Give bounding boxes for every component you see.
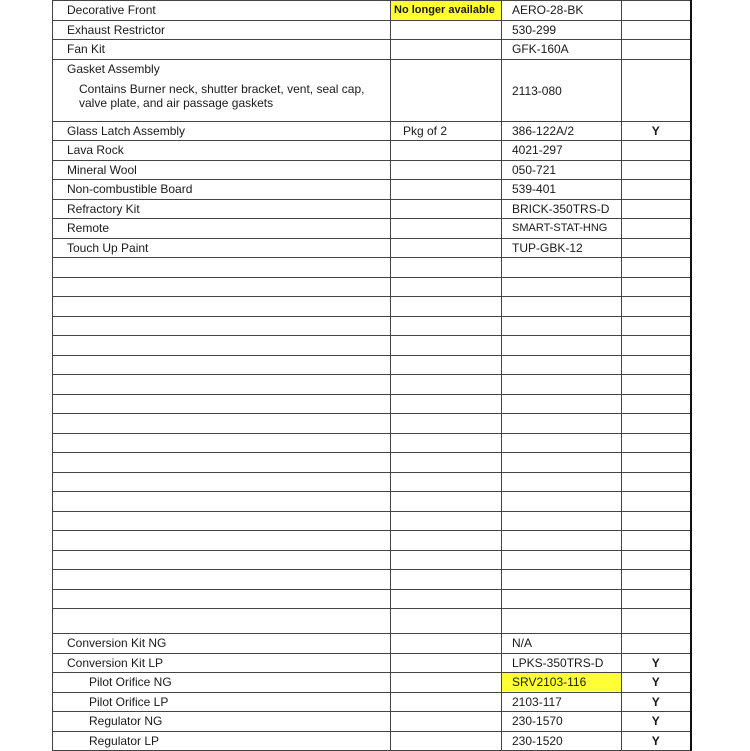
in-stock-flag [622,199,691,219]
empty-cell [53,472,391,492]
part-number: 539-401 [502,180,622,200]
empty-cell [622,355,691,375]
quantity-cell [391,160,502,180]
empty-cell [502,433,622,453]
empty-cell [53,531,391,551]
quantity-cell [391,238,502,258]
part-number: AERO-28-BK [502,1,622,21]
part-number: 2113-080 [502,59,622,121]
table-row [53,160,691,180]
table-row [53,59,691,121]
part-description: Conversion Kit NG [53,634,391,654]
empty-cell [391,550,502,570]
empty-row [53,570,691,590]
in-stock-flag [622,238,691,258]
empty-cell [53,375,391,395]
part-number: 230-1570 [502,712,622,732]
quantity-cell [391,20,502,40]
empty-cell [53,453,391,473]
part-number: 4021-297 [502,141,622,161]
empty-cell [53,550,391,570]
part-description: Pilot Orifice NG [53,673,391,693]
table-row [53,1,691,21]
part-description: Lava Rock [53,141,391,161]
in-stock-flag [622,40,691,60]
empty-cell [502,277,622,297]
table-row [53,141,691,161]
quantity-cell [391,712,502,732]
empty-cell [391,433,502,453]
in-stock-flag: Y [622,121,691,141]
empty-cell [391,570,502,590]
part-number: GFK-160A [502,40,622,60]
parts-table-body [53,1,691,751]
empty-cell [53,433,391,453]
empty-cell [502,453,622,473]
empty-cell [502,511,622,531]
in-stock-flag [622,20,691,40]
part-description: Fan Kit [53,40,391,60]
in-stock-flag: Y [622,653,691,673]
quantity-cell: Pkg of 2 [391,121,502,141]
empty-cell [391,472,502,492]
quantity-cell [391,692,502,712]
part-description: Pilot Orifice LP [53,692,391,712]
empty-cell [622,511,691,531]
empty-cell [391,258,502,278]
empty-row [53,453,691,473]
quantity-cell [391,199,502,219]
empty-row [53,316,691,336]
in-stock-flag [622,1,691,21]
part-number: BRICK-350TRS-D [502,199,622,219]
empty-cell [622,531,691,551]
part-number: N/A [502,634,622,654]
part-number [502,673,622,693]
empty-row [53,433,691,453]
table-row [53,199,691,219]
unavailable-badge: No longer available [391,1,501,20]
part-description: Regulator NG [53,712,391,732]
empty-cell [391,492,502,512]
table-row [53,180,691,200]
empty-cell [391,511,502,531]
part-description: Non-combustible Board [53,180,391,200]
in-stock-flag [622,141,691,161]
empty-cell [622,277,691,297]
quantity-cell [391,180,502,200]
part-number: LPKS-350TRS-D [502,653,622,673]
empty-cell [391,355,502,375]
in-stock-flag [622,180,691,200]
table-row [53,634,691,654]
empty-cell [622,550,691,570]
empty-cell [502,414,622,434]
empty-row [53,531,691,551]
table-row [53,692,691,712]
part-number: 386-122A/2 [502,121,622,141]
empty-row [53,375,691,395]
empty-row [53,258,691,278]
part-description: Glass Latch Assembly [53,121,391,141]
empty-cell [53,609,391,634]
empty-cell [502,336,622,356]
part-description [53,59,391,121]
empty-cell [502,550,622,570]
part-description: Regulator LP [53,731,391,751]
empty-cell [53,316,391,336]
empty-cell [622,375,691,395]
empty-cell [391,316,502,336]
in-stock-flag: Y [622,712,691,732]
empty-cell [53,570,391,590]
empty-cell [53,277,391,297]
table-row [53,219,691,239]
part-description: Refractory Kit [53,199,391,219]
table-row [53,20,691,40]
empty-cell [622,609,691,634]
empty-cell [53,414,391,434]
in-stock-flag [622,634,691,654]
empty-cell [53,297,391,317]
part-number: 230-1520 [502,731,622,751]
empty-cell [502,355,622,375]
in-stock-flag: Y [622,673,691,693]
empty-row [53,492,691,512]
empty-cell [622,394,691,414]
empty-cell [622,297,691,317]
empty-cell [622,414,691,434]
table-row [53,653,691,673]
quantity-cell [391,634,502,654]
empty-cell [502,570,622,590]
gasket-title: Gasket Assembly [67,61,160,76]
quantity-cell [391,1,502,21]
empty-cell [391,336,502,356]
empty-cell [502,472,622,492]
empty-cell [391,531,502,551]
empty-row [53,355,691,375]
table-row [53,731,691,751]
empty-cell [391,453,502,473]
empty-cell [53,511,391,531]
table-row [53,712,691,732]
empty-cell [622,258,691,278]
empty-cell [502,316,622,336]
empty-row [53,336,691,356]
empty-cell [502,297,622,317]
empty-cell [391,375,502,395]
empty-cell [391,609,502,634]
gasket-note: Contains Burner neck, shutter bracket, vent, seal cap, valve plate, and air passage gaskets [79,81,365,110]
empty-row [53,511,691,531]
table-row [53,673,691,693]
empty-row [53,550,691,570]
quantity-cell [391,653,502,673]
empty-cell [502,258,622,278]
empty-cell [502,609,622,634]
empty-row [53,277,691,297]
table-row [53,121,691,141]
empty-cell [502,375,622,395]
table-row [53,238,691,258]
part-number: 2103-117 [502,692,622,712]
empty-row [53,297,691,317]
quantity-cell [391,141,502,161]
empty-cell [622,589,691,609]
part-description: Decorative Front [53,1,391,21]
empty-cell [502,492,622,512]
empty-cell [622,492,691,512]
part-number: TUP-GBK-12 [502,238,622,258]
empty-cell [391,277,502,297]
part-description: Remote [53,219,391,239]
in-stock-flag [622,59,691,121]
part-number: SMART-STAT-HNG [502,219,622,239]
empty-cell [53,492,391,512]
empty-row [53,414,691,434]
empty-cell [391,589,502,609]
quantity-cell [391,40,502,60]
empty-cell [622,453,691,473]
in-stock-flag [622,160,691,180]
empty-cell [502,531,622,551]
empty-cell [622,336,691,356]
empty-cell [502,589,622,609]
empty-cell [622,433,691,453]
empty-cell [53,258,391,278]
parts-table [52,0,692,751]
part-description: Exhaust Restrictor [53,20,391,40]
empty-cell [391,414,502,434]
quantity-cell [391,673,502,693]
empty-cell [622,472,691,492]
quantity-cell [391,219,502,239]
empty-cell [391,394,502,414]
empty-row [53,609,691,634]
empty-cell [391,297,502,317]
empty-cell [53,336,391,356]
part-number: 050-721 [502,160,622,180]
empty-cell [502,394,622,414]
empty-cell [53,355,391,375]
part-description: Conversion Kit LP [53,653,391,673]
in-stock-flag: Y [622,692,691,712]
empty-cell [53,589,391,609]
part-description: Mineral Wool [53,160,391,180]
empty-cell [622,570,691,590]
table-row [53,40,691,60]
quantity-cell [391,731,502,751]
empty-row [53,394,691,414]
quantity-cell [391,59,502,121]
empty-row [53,589,691,609]
empty-row [53,472,691,492]
empty-cell [53,394,391,414]
empty-cell [622,316,691,336]
in-stock-flag [622,219,691,239]
part-description: Touch Up Paint [53,238,391,258]
part-number: 530-299 [502,20,622,40]
in-stock-flag: Y [622,731,691,751]
highlighted-part-number: SRV2103-116 [502,673,621,691]
